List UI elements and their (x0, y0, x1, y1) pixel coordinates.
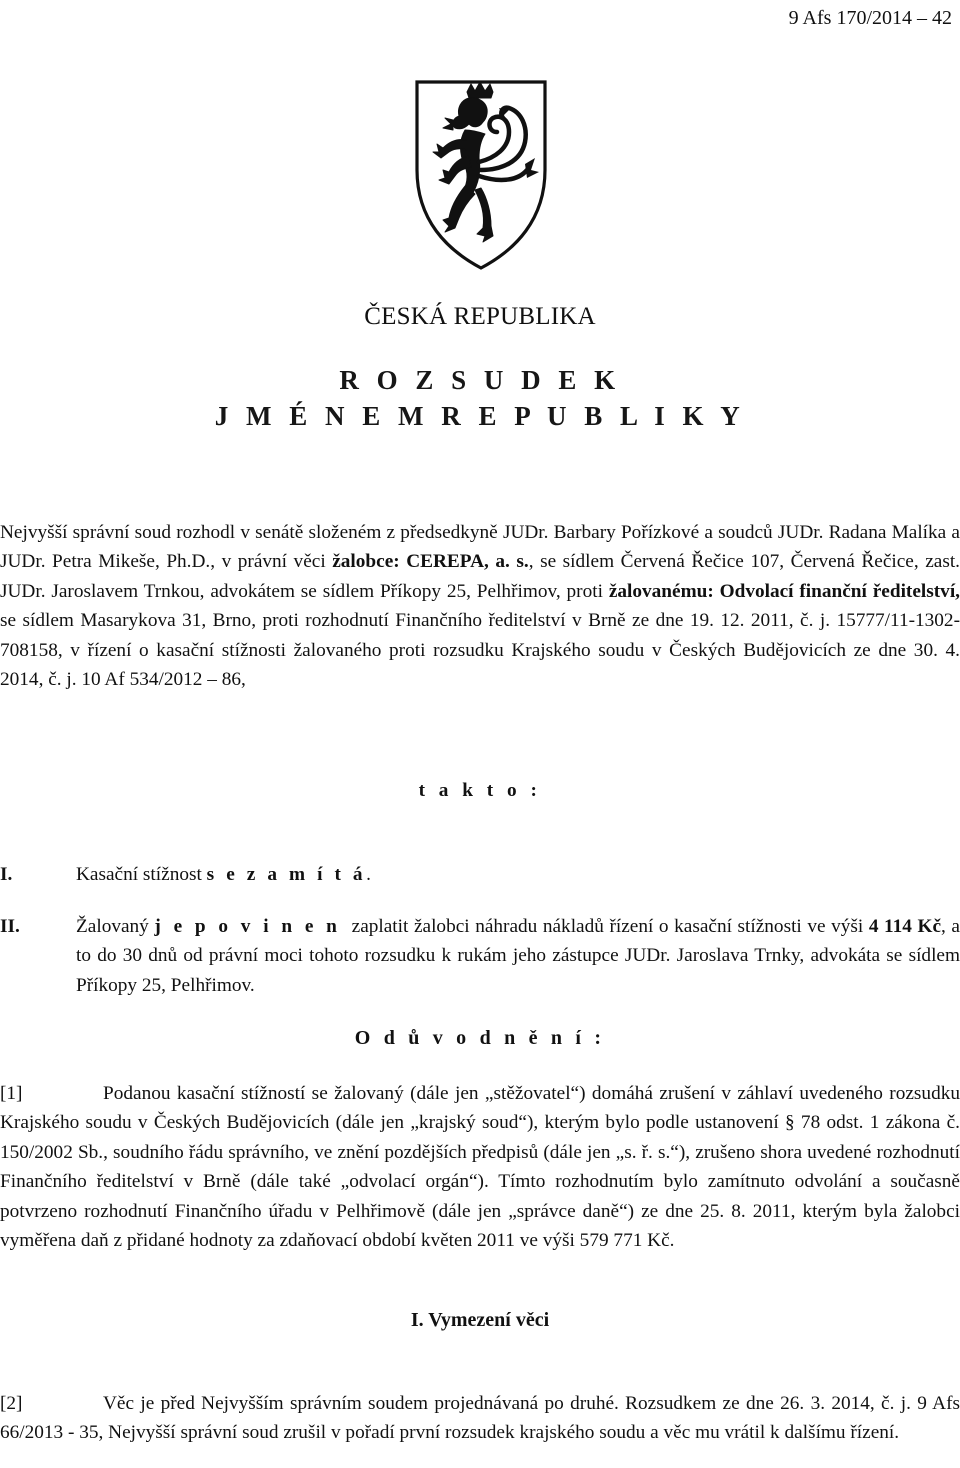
intro-paragraph (0, 518, 960, 694)
intro-text-1: Nejvyšší správní soud rozhodl v senátě složeném z předsedkyně JUDr. Barbary Pořízkové a soudců JUDr. Radana Malíka a JUDr. Petra Mikeše, Ph.D., v právní věci (0, 522, 960, 573)
defendant-name: žalovanému: Odvolací finanční ředitelství, (608, 580, 960, 602)
verdict-title: R O Z S U D E K (339, 365, 621, 395)
decision-item-verb: j e p o v i n e n (154, 916, 341, 937)
decision-item-text-part: Žalovaný (76, 916, 155, 937)
paragraph-text: Věc je před Nejvyšším správním soudem projednávaná po druhé. Rozsudkem ze dne 26. 3. 2014, č. j. 9 Afs 66/2013 - 35, Nejvyšší správní soud zrušil v pořadí první rozsudek krajského soudu a věc mu vrátil k dalšímu řízení. (0, 1393, 960, 1444)
decision-item-text-part: . (366, 864, 371, 885)
decision-heading: t a k t o : (418, 780, 542, 801)
case-reference: 9 Afs 170/2014 – 42 (788, 7, 952, 29)
decision-item-text-part: zaplatit žalobci náhradu nákladů řízení o kasační stížnosti ve výši (340, 916, 869, 937)
paragraph-text: Podanou kasační stížností se žalovaný (dále jen „stěžovatel“) domáhá zrušení v záhlaví uvedeného rozsudku Krajského soudu v Českých Budějovicích (dále jen „krajský soud“), kterým bylo podle ustanovení § 78 odst. 1 zákona č. 150/2002 Sb., soudního řádu správního, ve znění pozdějších předpisů (dále jen „s. ř. s.“), zrušeno shora uvedené rozhodnutí Finančního ředitelství v Brně (dále také „odvolací orgán“). Tímto rozhodnutím bylo zamítnuto odvolání a současně potvrzeno rozhodnutí Finančního úřadu v Pelhřimově (dále jen „správce daně“) ze dne 25. 8. 2011, kterým byla žalobci vyměřena daň z přidané hodnoty za zdaňovací období květen 2011 ve výši 579 771 Kč. (0, 1083, 960, 1252)
decision-item-text-part: , a to do 30 dnů od právní moci tohoto rozsudku k rukám jeho zástupce JUDr. Jaroslava Trnky, advokáta se sídlem Příkopy 25, Pelhřimov. (76, 916, 960, 996)
paragraph-number: [1] (0, 1083, 23, 1104)
emblem-svg (409, 78, 553, 272)
intro-text-2: , se sídlem Červená Řečice 107, Červená Řečice, zast. JUDr. Jaroslavem Trnkou, advokátem se sídlem Příkopy 25, Pelhřimov, proti (0, 551, 960, 602)
reasons-heading: O d ů v o d n ě n í : (354, 1027, 606, 1049)
decision-item-text (76, 912, 960, 1000)
decision-item-number: I. (0, 864, 13, 885)
czech-lion-coat-of-arms-icon (409, 78, 553, 272)
plaintiff-name: žalobce: CEREPA, a. s. (332, 551, 529, 573)
decision-item-text-part: Kasační stížnost (76, 864, 207, 885)
decision-item-number: II. (0, 916, 20, 937)
decision-item-verb: s e z a m í t á (206, 864, 367, 885)
costs-amount: 4 114 Kč (868, 916, 942, 937)
state-title: ČESKÁ REPUBLIKA (364, 303, 596, 330)
reasons-paragraph-2 (0, 1389, 960, 1448)
paragraph-number: [2] (0, 1393, 23, 1414)
reasons-paragraph-1 (0, 1079, 960, 1255)
decision-item-text (76, 860, 960, 889)
verdict-subtitle: J M É N E M R E P U B L I K Y (214, 401, 746, 431)
section-heading: I. Vymezení věci (410, 1309, 550, 1331)
intro-text-3: se sídlem Masarykova 31, Brno, proti rozhodnutí Finančního ředitelství v Brně ze dne 19. 12. 2011, č. j. 15777/11-1302-708158, v řízení o kasační stížnosti žalovaného proti rozsudku Krajského soudu v Českých Budějovicích ze dne 30. 4. 2014, č. j. 10 Af 534/2012 – 86, (0, 610, 960, 691)
